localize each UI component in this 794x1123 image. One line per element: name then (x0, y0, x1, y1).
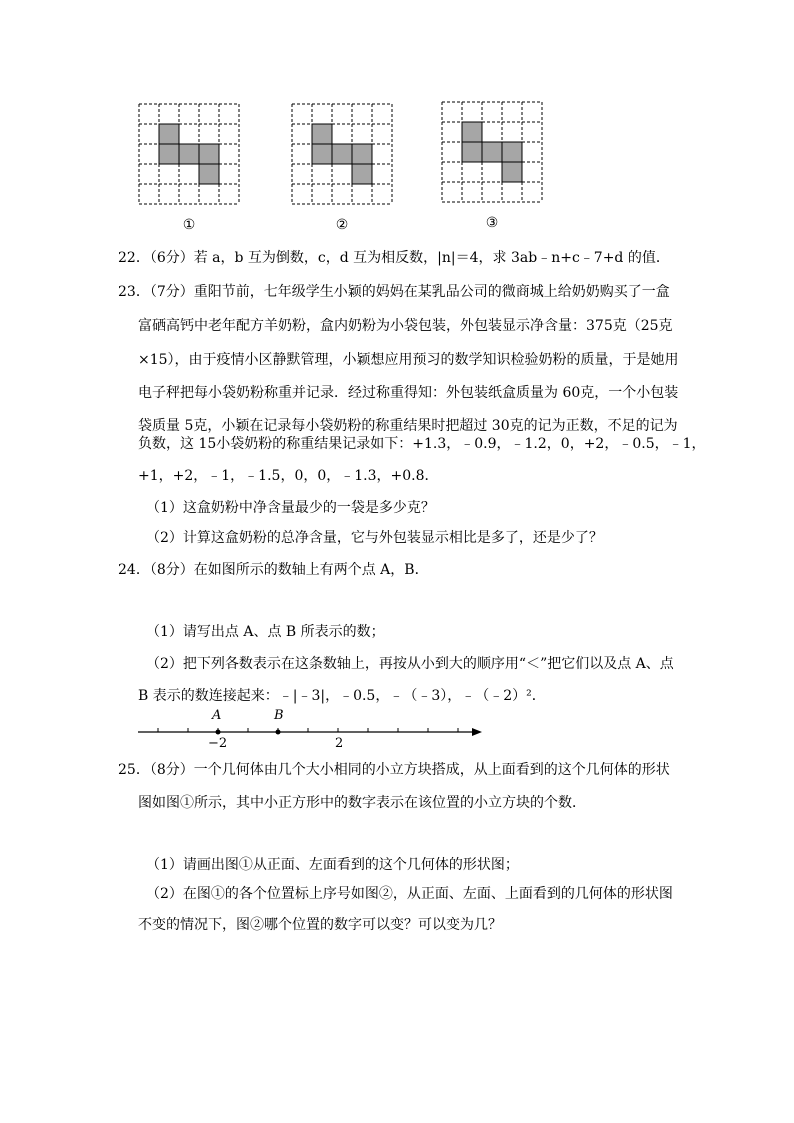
figure-caption-3: ③ (485, 215, 499, 231)
question-23-sub-1: （1）这盒奶粉中净含量最少的一袋是多少克？ (146, 500, 435, 516)
question-23-sub-2: （2）计算这盒奶粉的总净含量，它与外包装显示相比是多了，还是少了？ (146, 530, 603, 546)
grid-figure-1 (138, 103, 240, 205)
point-b-dot (276, 730, 281, 735)
question-25-sub-1: （1）请画出图①从正面、左面看到的这个几何体的形状图； (146, 857, 519, 873)
tick-label-2: 2 (335, 736, 344, 751)
point-a-dot (216, 730, 221, 735)
question-23-line-4: 电子秤把每小袋奶粉称重并记录．经过称重得知：外包装纸盒质量为 60克，一个小包装 (138, 385, 679, 401)
figure-caption-2: ② (335, 217, 349, 233)
question-23-line-5: 袋质量 5克，小颖在记录每小袋奶粉的称重结果时把超过 30克的记为正数，不足的记为 (138, 418, 678, 434)
question-25-line-1: 25．（8分）一个几何体由几个大小相同的小立方块搭成，从上面看到的这个几何体的形状 (118, 762, 670, 778)
grid-figure-3 (441, 101, 543, 203)
question-25-line-2: 图如图①所示，其中小正方形中的数字表示在该位置的小立方块的个数． (138, 795, 586, 811)
question-23-line-6: 负数，这 15小袋奶粉的称重结果记录如下：+1.3，﹣0.9，﹣1.2，0，+2，﹣0.5，﹣1， (138, 436, 706, 452)
question-24: 24．（8分）在如图所示的数轴上有两个点 A，B． (118, 562, 429, 578)
question-23-line-2: 富硒高钙中老年配方羊奶粉，盒内奶粉为小袋包装，外包装显示净含量：375克（25克 (138, 318, 673, 334)
question-25-sub-2-line-1: （2）在图①的各个位置标上序号如图②，从正面、左面、上面看到的几何体的形状图 (146, 886, 673, 902)
point-a-label: A (212, 708, 222, 723)
question-22: 22．（6分）若 a，b 互为倒数，c，d 互为相反数，|n|＝4，求 3ab﹣n+c﹣7+d 的值． (118, 250, 670, 266)
point-b-label: B (274, 708, 284, 723)
tick-label-neg2: −2 (208, 736, 228, 751)
question-25-sub-2-line-2: 不变的情况下，图②哪个位置的数字可以变？可以变为几？ (138, 917, 502, 933)
grid-figure-2 (291, 103, 393, 205)
figure-caption-1: ① (182, 217, 196, 233)
question-23-line-7: +1，+2，﹣1，﹣1.5，0，0，﹣1.3，+0.8． (138, 468, 439, 484)
question-23-line-1: 23．（7分）重阳节前，七年级学生小颖的妈妈在某乳品公司的微商城上给奶奶购买了一盒 (118, 284, 670, 300)
question-24-sub-2-line-2: B 表示的数连接起来：﹣|﹣3|，﹣0.5，﹣（﹣3），﹣（﹣2）²． (138, 688, 546, 704)
question-23-line-3: ×15），由于疫情小区静默管理，小颖想应用预习的数学知识检验奶粉的质量，于是她用 (138, 352, 679, 368)
question-24-sub-2-line-1: （2）把下列各数表示在这条数轴上，再按从小到大的顺序用“＜”把它们以及点 A、点 (146, 656, 674, 672)
question-24-sub-1: （1）请写出点 A、点 B 所表示的数； (146, 624, 385, 640)
number-line (136, 706, 488, 754)
